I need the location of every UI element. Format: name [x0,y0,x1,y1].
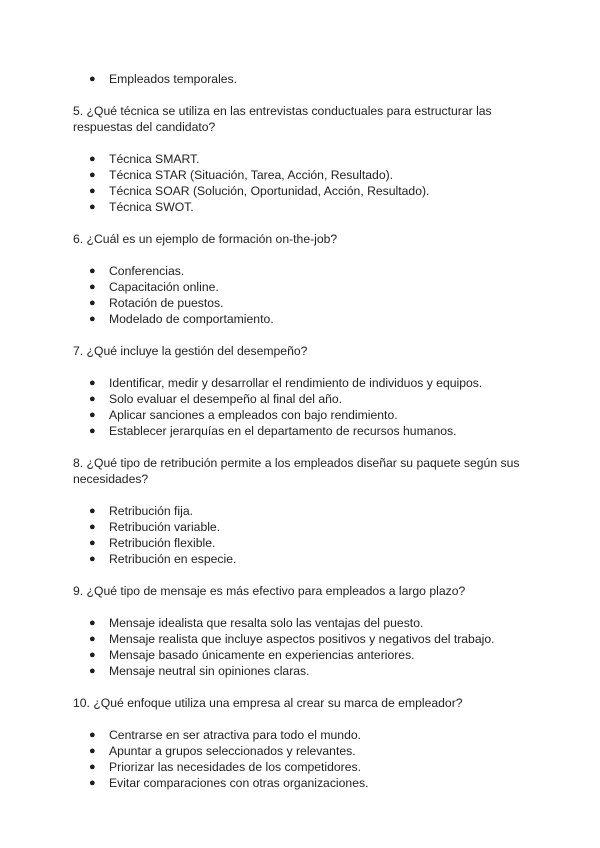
list-item [73,407,533,423]
option-text: Mensaje realista que incluye aspectos positivos y negativos del trabajo. [109,632,495,646]
question-block-5 [73,103,533,215]
list-item [73,199,533,215]
option-text: Aplicar sanciones a empleados con bajo rendimiento. [109,408,398,422]
bullet-icon: ● [89,665,96,677]
list-item [73,551,533,567]
option-text: Retribución flexible. [109,536,216,550]
question-block-9 [73,583,533,679]
bullet-icon: ● [89,313,96,325]
option-text: Rotación de puestos. [109,296,224,310]
question-block-6 [73,231,533,327]
bullet-icon: ● [89,281,96,293]
option-list [73,375,533,439]
bullet-icon: ● [89,505,96,517]
bullet-icon: ● [89,537,96,549]
bullet-icon: ● [89,265,96,277]
list-item [73,375,533,391]
option-list [73,503,533,567]
bullet-icon: ● [89,777,96,789]
bullet-icon: ● [89,377,96,389]
list-item [73,71,533,87]
option-text: Solo evaluar el desempeño al final del año. [109,392,343,406]
option-text: Establecer jerarquías en el departamento de recursos humanos. [109,424,457,438]
option-text: Identificar, medir y desarrollar el rendimiento de individuos y equipos. [109,376,483,390]
option-list [73,151,533,215]
bullet-icon: ● [89,425,96,437]
list-item [73,727,533,743]
bullet-icon: ● [89,553,96,565]
bullet-icon: ● [89,73,96,85]
option-text: Técnica SWOT. [109,200,194,214]
bullet-icon: ● [89,169,96,181]
list-item [73,423,533,439]
document-content [73,71,533,791]
option-text: Técnica SMART. [109,152,200,166]
bullet-icon: ● [89,393,96,405]
option-text: Retribución en especie. [109,552,237,566]
option-text: Modelado de comportamiento. [109,312,274,326]
list-item [73,295,533,311]
question-block-10 [73,695,533,791]
option-list [73,615,533,679]
bullet-icon: ● [89,745,96,757]
list-item [73,167,533,183]
bullet-icon: ● [89,153,96,165]
bullet-icon: ● [89,297,96,309]
option-text: Priorizar las necesidades de los competidores. [109,760,361,774]
option-text: Centrarse en ser atractiva para todo el mundo. [109,728,362,742]
bullet-icon: ● [89,521,96,533]
option-text: Conferencias. [109,264,185,278]
option-text: Empleados temporales. [109,72,238,86]
question-text: 6. ¿Cuál es un ejemplo de formación on-the-job? [73,232,338,246]
option-text: Retribución variable. [109,520,221,534]
list-item [73,391,533,407]
question-block-7 [73,343,533,439]
bullet-icon: ● [89,649,96,661]
option-text: Mensaje basado únicamente en experiencias anteriores. [109,648,415,662]
list-item [73,535,533,551]
bullet-icon: ● [89,729,96,741]
list-item [73,631,533,647]
list-item [73,775,533,791]
option-text: Capacitación online. [109,280,219,294]
list-item [73,663,533,679]
option-text: Evitar comparaciones con otras organizaciones. [109,776,369,790]
question-text: 9. ¿Qué tipo de mensaje es más efectivo para empleados a largo plazo? [73,584,466,598]
option-text: Mensaje idealista que resalta solo las ventajas del puesto. [109,616,424,630]
list-item [73,743,533,759]
list-item [73,183,533,199]
option-text: Mensaje neutral sin opiniones claras. [109,664,310,678]
continued-option-list [73,71,533,87]
question-text: 7. ¿Qué incluye la gestión del desempeño? [73,344,308,358]
question-text: 10. ¿Qué enfoque utiliza una empresa al crear su marca de empleador? [73,696,463,710]
option-text: Retribución fija. [109,504,193,518]
list-item [73,263,533,279]
option-text: Apuntar a grupos seleccionados y relevantes. [109,744,356,758]
bullet-icon: ● [89,633,96,645]
bullet-icon: ● [89,201,96,213]
question-text: 5. ¿Qué técnica se utiliza en las entrevistas conductuales para estructurar las respuestas del candidato? [73,104,492,134]
list-item [73,151,533,167]
list-item [73,311,533,327]
option-text: Técnica STAR (Situación, Tarea, Acción, Resultado). [109,168,394,182]
list-item [73,279,533,295]
option-list [73,263,533,327]
option-text: Técnica SOAR (Solución, Oportunidad, Acción, Resultado). [109,184,430,198]
option-list [73,727,533,791]
list-item [73,503,533,519]
question-text: 8. ¿Qué tipo de retribución permite a los empleados diseñar su paquete según sus necesidades? [73,456,520,486]
list-item [73,759,533,775]
bullet-icon: ● [89,761,96,773]
list-item [73,647,533,663]
question-block-8 [73,455,533,567]
bullet-icon: ● [89,409,96,421]
list-item [73,615,533,631]
bullet-icon: ● [89,617,96,629]
bullet-icon: ● [89,185,96,197]
list-item [73,519,533,535]
